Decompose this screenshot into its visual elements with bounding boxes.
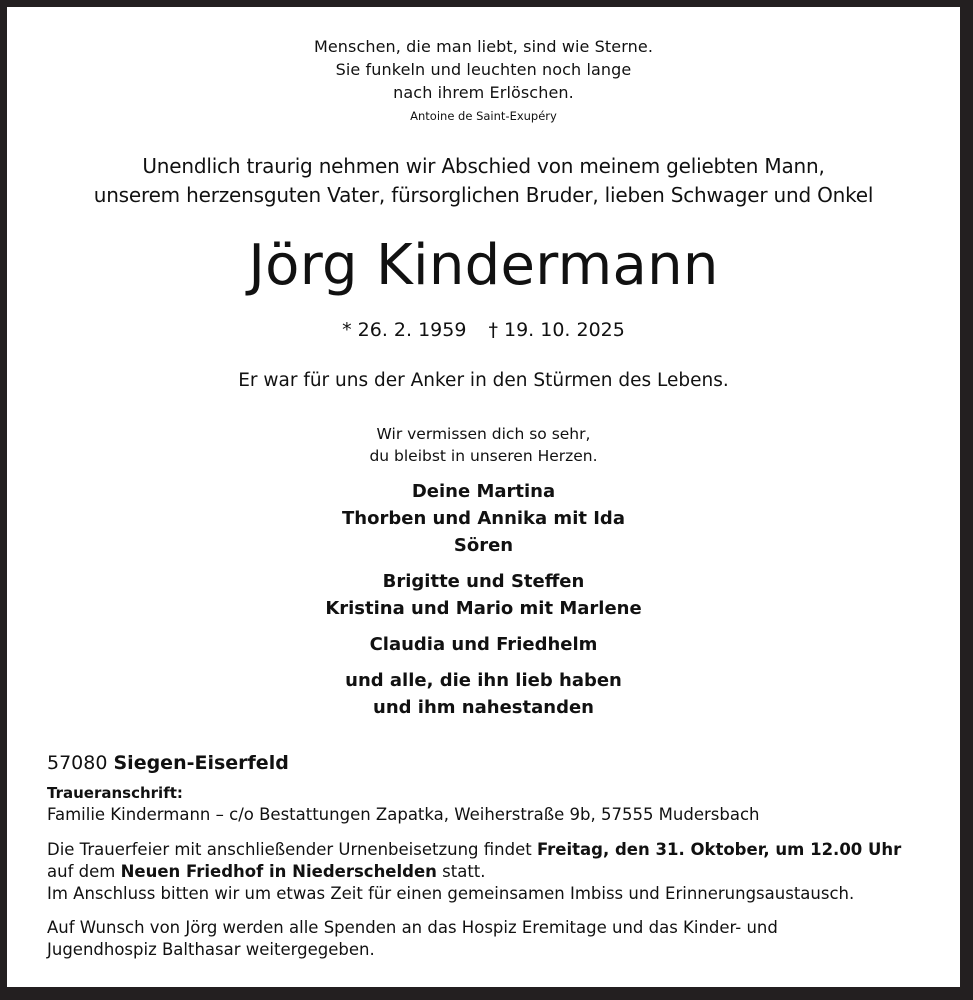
deceased-name: Jörg Kindermann xyxy=(248,233,719,298)
mourner-line: Deine Martina xyxy=(411,481,556,502)
mourner-line: Kristina und Mario mit Marlene xyxy=(325,598,642,619)
quote-author: Antoine de Saint-Exupéry xyxy=(410,109,557,123)
birth-date: * 26. 2. 1959 xyxy=(342,319,467,341)
donation-line-1: Auf Wunsch von Jörg werden alle Spenden an das Hospiz Eremitage und das Kinder- und xyxy=(47,918,778,937)
intro-line-2: unserem herzensguten Vater, fürsorglichen Bruder, lieben Schwager und Onkel xyxy=(93,183,874,207)
ceremony-line-1 xyxy=(47,839,901,861)
quote-line-3: nach ihrem Erlöschen. xyxy=(393,83,574,102)
quote-line-1: Menschen, die man liebt, sind wie Sterne. xyxy=(313,37,654,56)
ceremony-location: Neuen Friedhof in Niederschelden xyxy=(120,862,437,881)
motto: Er war für uns der Anker in den Stürmen des Lebens. xyxy=(238,370,729,391)
mourner-line: und ihm nahestanden xyxy=(373,697,594,718)
mourning-address: Familie Kindermann – c/o Bestattungen Zapatka, Weiherstraße 9b, 57555 Mudersbach xyxy=(47,805,760,824)
ceremony-date: Freitag, den 31. Oktober, um 12.00 Uhr xyxy=(536,840,902,859)
obituary-notice xyxy=(7,7,960,987)
poem-line-1: Wir vermissen dich so sehr, xyxy=(376,425,591,443)
ceremony-text: Die Trauerfeier mit anschließender Urnenbeisetzung findet xyxy=(47,840,537,859)
mourner-line: und alle, die ihn lieb haben xyxy=(345,670,622,691)
donation-line-2: Jugendhospiz Balthasar weitergegeben. xyxy=(47,940,375,959)
mourner-line: Claudia und Friedhelm xyxy=(369,634,598,655)
mourner-line: Brigitte und Steffen xyxy=(382,571,585,592)
ceremony-text: auf dem xyxy=(47,862,121,881)
death-date: † 19. 10. 2025 xyxy=(488,319,625,341)
mourning-address-label: Traueranschrift: xyxy=(47,784,183,802)
ceremony-text: statt. xyxy=(436,862,486,881)
mourner-line: Sören xyxy=(453,535,514,556)
quote-line-2: Sie funkeln und leuchten noch lange xyxy=(335,60,632,79)
poem-line-2: du bleibst in unseren Herzen. xyxy=(369,447,598,465)
life-dates xyxy=(7,317,960,343)
place xyxy=(47,750,289,776)
ceremony-line-2 xyxy=(47,861,486,883)
intro-line-1: Unendlich traurig nehmen wir Abschied von meinem geliebten Mann, xyxy=(142,154,825,178)
ceremony-line-3: Im Anschluss bitten wir um etwas Zeit für einen gemeinsamen Imbiss und Erinnerungsaustausch. xyxy=(47,884,855,903)
place-city: Siegen-Eiserfeld xyxy=(113,752,289,774)
place-zip: 57080 xyxy=(47,752,108,774)
mourner-line: Thorben und Annika mit Ida xyxy=(342,508,625,529)
